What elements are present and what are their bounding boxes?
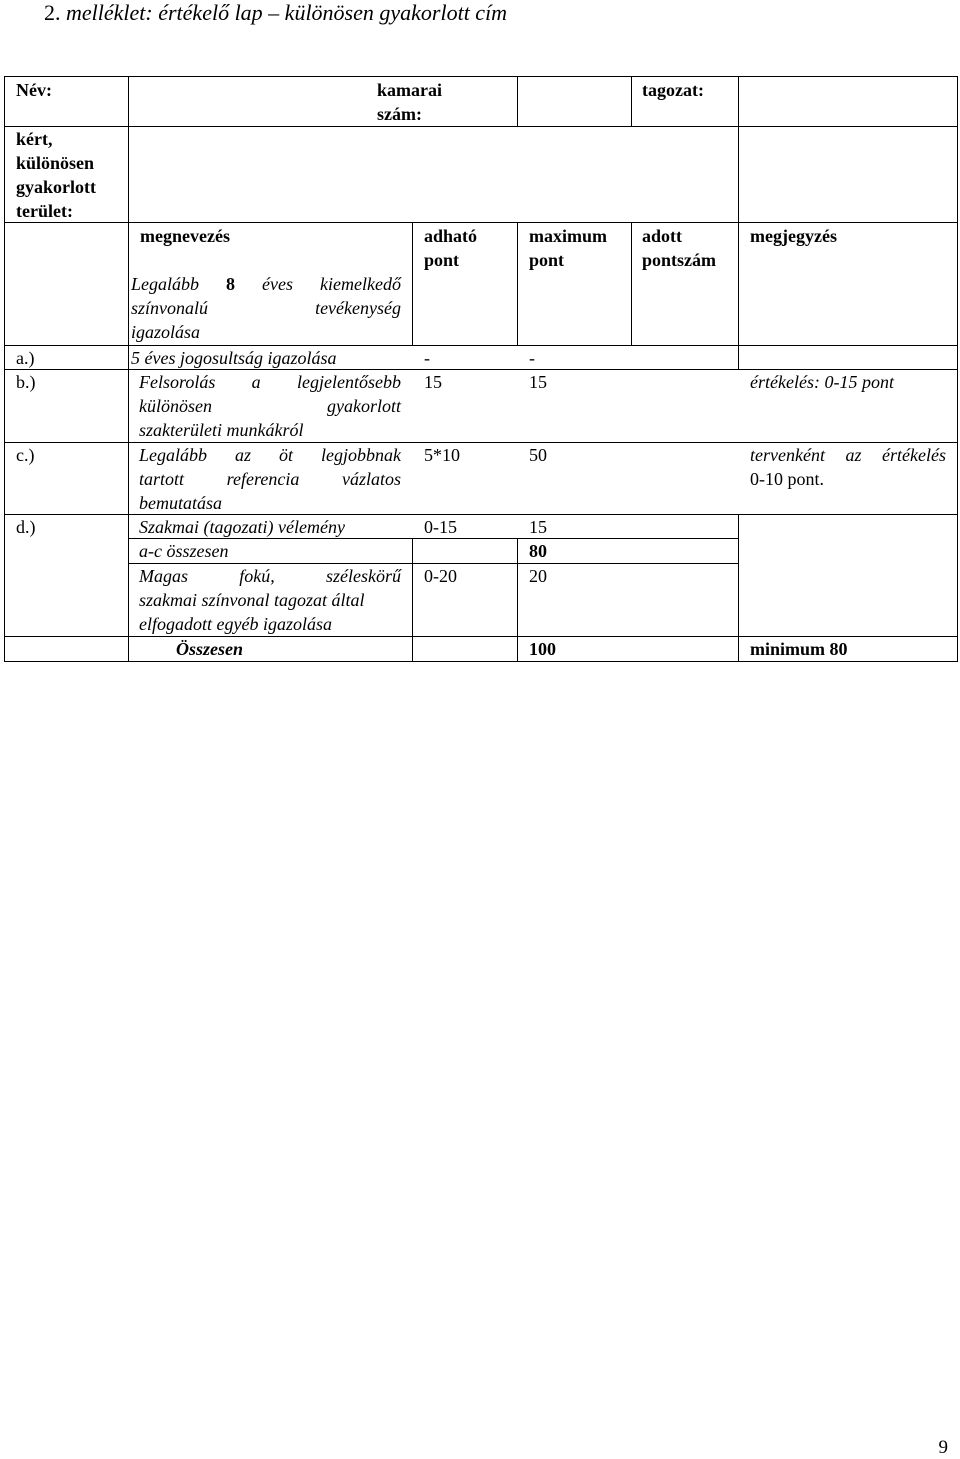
col-megjegyzes: megjegyzés bbox=[750, 226, 837, 246]
row-b-adhato: 15 bbox=[424, 372, 442, 392]
kert-line-4: terület: bbox=[16, 201, 73, 221]
intro-line-3: igazolása bbox=[131, 322, 201, 342]
kert-line-3: gyakorlott bbox=[16, 177, 96, 197]
kamarai-label: kamarai bbox=[377, 80, 442, 100]
szam-label: szám: bbox=[377, 104, 422, 124]
intro-word: kiemelkedő bbox=[320, 274, 401, 294]
col-megnevezes: megnevezés bbox=[140, 226, 230, 246]
row-magas-line-2: szakmai színvonal tagozat által bbox=[139, 590, 365, 610]
page-number: 9 bbox=[938, 1437, 948, 1458]
col-maximum-1: maximum bbox=[529, 226, 607, 246]
row-c-adhato: 5*10 bbox=[424, 445, 460, 465]
row-a-max: - bbox=[529, 348, 535, 368]
row-magas-max: 20 bbox=[529, 566, 547, 586]
kert-line-1: kért, bbox=[16, 129, 53, 149]
kert-line-2: különösen bbox=[16, 153, 95, 173]
row-b-line-2: különösen gyakorlott bbox=[139, 396, 401, 416]
intro-word: Legalább bbox=[131, 274, 200, 294]
intro-word: színvonalú bbox=[131, 298, 209, 318]
row-c-note-2: 0-10 pont. bbox=[750, 469, 824, 489]
row-a-label: a.) bbox=[16, 348, 35, 368]
row-b-max: 15 bbox=[529, 372, 547, 392]
row-c-note-1: tervenként az értékelés bbox=[750, 445, 946, 465]
intro-word: éves bbox=[262, 274, 294, 294]
intro-number: 8 bbox=[226, 274, 236, 294]
col-adhato-1: adható bbox=[424, 226, 478, 246]
row-total-note: minimum 80 bbox=[750, 639, 848, 659]
row-a-adhato: - bbox=[424, 348, 430, 368]
row-magas-adhato: 0-20 bbox=[424, 566, 457, 586]
row-ac-text: a-c összesen bbox=[139, 541, 229, 561]
col-adott-2: pontszám bbox=[642, 250, 717, 270]
row-c-label: c.) bbox=[16, 445, 35, 465]
col-adott-1: adott bbox=[642, 226, 682, 246]
row-total-text: Összesen bbox=[176, 639, 244, 659]
row-c-line-1: Legalább az öt legjobbnak bbox=[139, 445, 401, 465]
row-magas-line-1: Magas fokú, széleskörű bbox=[139, 566, 401, 586]
heading-number: 2. bbox=[44, 0, 61, 25]
col-maximum-2: pont bbox=[529, 250, 565, 270]
row-d-text: Szakmai (tagozati) vélemény bbox=[139, 517, 345, 537]
row-d-max: 15 bbox=[529, 517, 547, 537]
row-total-max: 100 bbox=[529, 639, 556, 659]
row-d-label: d.) bbox=[16, 517, 36, 537]
row-b-label: b.) bbox=[16, 372, 36, 392]
heading-text: melléklet: értékelő lap – különösen gyakorlott cím bbox=[66, 0, 508, 25]
row-a-text: 5 éves jogosultság igazolása bbox=[131, 348, 337, 368]
page-title bbox=[44, 0, 507, 26]
row-ac-max: 80 bbox=[529, 541, 547, 561]
row-b-line-3: szakterületi munkákról bbox=[139, 420, 304, 440]
row-d-adhato: 0-15 bbox=[424, 517, 457, 537]
row-magas-line-3: elfogadott egyéb igazolása bbox=[139, 614, 332, 634]
col-adhato-2: pont bbox=[424, 250, 460, 270]
row-c-max: 50 bbox=[529, 445, 547, 465]
intro-line-1 bbox=[131, 272, 401, 296]
row-c-line-2: tartott referencia vázlatos bbox=[139, 469, 401, 489]
tagozat-label: tagozat: bbox=[642, 80, 704, 100]
row-c-line-3: bemutatása bbox=[139, 493, 222, 513]
nev-label: Név: bbox=[16, 80, 52, 100]
row-b-line-1: Felsorolás a legjelentősebb bbox=[139, 372, 401, 392]
row-b-note: értékelés: 0-15 pont bbox=[750, 372, 894, 392]
intro-word: tevékenység bbox=[315, 298, 401, 318]
intro-line-2 bbox=[131, 296, 401, 320]
